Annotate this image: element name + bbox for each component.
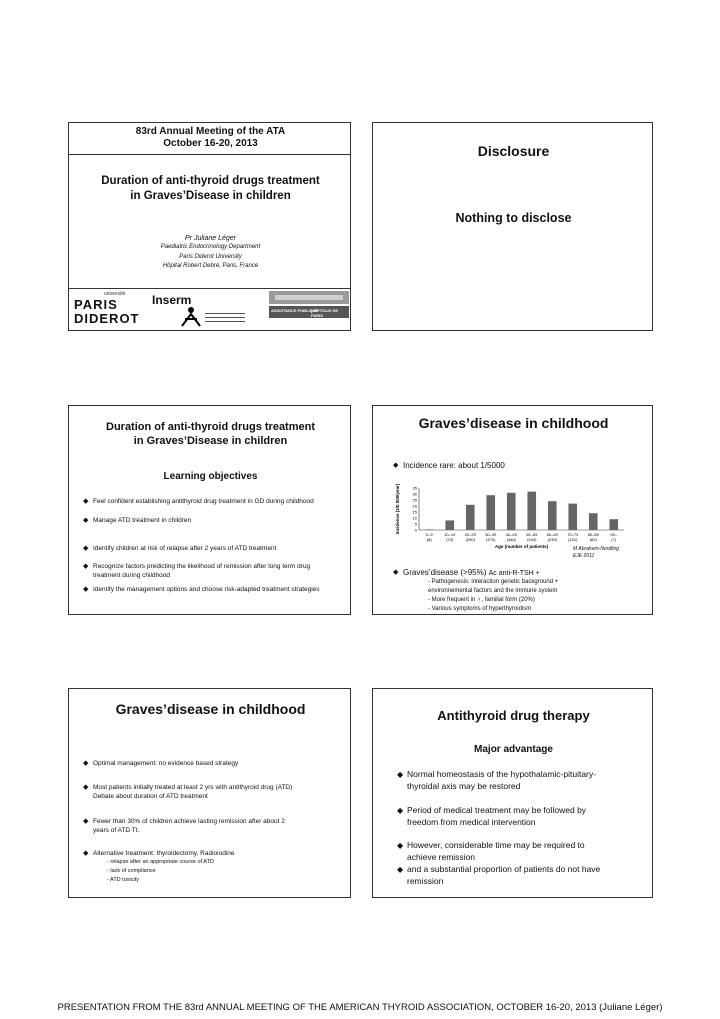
disclosure-body: Nothing to disclose <box>455 211 572 225</box>
y-tick-label: 25 <box>412 497 417 503</box>
bullet-diamond-icon: ◆ <box>397 806 404 815</box>
y-tick-label: 35 <box>412 485 417 491</box>
advantage-continuation: freedom from medical intervention <box>407 817 536 827</box>
x-tick-label: 80–89 <box>587 532 599 537</box>
bullet-diamond-icon: ◆ <box>83 850 89 857</box>
chart-bar <box>609 519 618 530</box>
author: Pr Juliane Léger <box>185 235 236 242</box>
incidence-title: Graves’disease in childhood <box>418 415 609 431</box>
x-tick-count: (444) <box>527 537 537 542</box>
research-center-logo-icon <box>179 306 203 328</box>
chart-bar <box>466 505 475 530</box>
atd-subtitle: Major advantage <box>474 744 553 755</box>
x-tick-label: 90– <box>610 532 618 537</box>
bullet-diamond-icon: ◆ <box>83 784 89 791</box>
bullet-diamond-icon: ◆ <box>393 462 399 469</box>
slide-objectives: Duration of anti-thyroid drugs treatment in Graves’Disease in children Learning objectives ◆ Feel confident establishing antithyroid drug treatment in GD during childhood ◆ Manage ATD treatment in children ◆ Identify children at risk of relapse after 2 years of ATD treatment ◆ Recognize factors predicting the likelihood of remission after long term drug treatment during childhood ◆ Identify the management options and choose risk-adapted treatment strategies <box>68 405 351 615</box>
inserm-logo: Inserm <box>152 293 192 307</box>
y-tick-label: 5 <box>414 521 417 527</box>
paris-diderot-logo: université PARIS DIDEROT <box>74 291 140 326</box>
x-tick-count: (8) <box>426 537 432 542</box>
bullet-diamond-icon: ◆ <box>83 586 89 593</box>
chart-bar <box>527 492 536 530</box>
chart-bar <box>548 501 557 530</box>
hospital: Hôpital Robert Debré, Paris, France <box>162 263 259 269</box>
graves-subpoint: environnemental factors and the immune system <box>428 588 558 594</box>
chart-bar <box>445 520 454 530</box>
y-tick-label: 15 <box>412 509 417 515</box>
university: Paris Diderot University <box>179 254 242 260</box>
bullet-diamond-icon: ◆ <box>83 818 89 825</box>
bullet-diamond-icon: ◆ <box>397 770 404 779</box>
disclosure-title: Disclosure <box>477 143 550 159</box>
x-tick-label: 0–9 <box>425 532 433 537</box>
y-tick-label: 30 <box>412 491 417 497</box>
objectives-title-line1: Duration of anti-thyroid drugs treatment <box>106 421 315 433</box>
x-tick-label: 10–19 <box>444 532 456 537</box>
bullet-diamond-icon: ◆ <box>83 498 89 505</box>
management-subpoint: - relapse after an appropriate course of ATD <box>107 859 214 865</box>
x-tick-count: (62) <box>589 537 597 542</box>
bullet-diamond-icon: ◆ <box>83 563 89 570</box>
divider <box>69 154 351 155</box>
graves-subpoint: - Various symptoms of hyperthyroidism <box>428 606 532 612</box>
x-tick-count: (7) <box>611 537 617 542</box>
x-tick-label: 70–79 <box>567 532 579 537</box>
x-tick-label: 50–59 <box>526 532 538 537</box>
x-tick-label: 30–39 <box>485 532 497 537</box>
x-tick-label: 40–49 <box>505 532 517 537</box>
chart-bar <box>589 513 598 530</box>
talk-title-line2: in Graves’Disease in children <box>130 190 291 202</box>
advantage-continuation: remission <box>407 876 444 886</box>
bullet-diamond-icon: ◆ <box>83 545 89 552</box>
x-tick-count: (239) <box>547 537 557 542</box>
x-tick-label: 20–29 <box>464 532 476 537</box>
ap-hp-logo: ASSISTANCE PUBLIQUE HÔPITAUX DE PARIS <box>269 291 349 328</box>
citation: M Abraham-Nordling EJE 2011 <box>573 546 619 559</box>
x-axis-label: Age (number of patients) <box>494 544 549 549</box>
graves-subpoint: - Pathogenesis: interaction genetic background + <box>428 579 559 585</box>
objectives-title-line2: in Graves’Disease in children <box>133 435 288 447</box>
management-note: Debate about duration of ATD treatment <box>93 793 208 800</box>
chart-bar <box>507 493 516 530</box>
x-tick-label: 60–69 <box>546 532 558 537</box>
x-tick-count: (470) <box>486 537 496 542</box>
talk-title-line1: Duration of anti-thyroid drugs treatment <box>101 175 320 187</box>
chart-bar <box>568 504 577 530</box>
bullet-diamond-icon: ◆ <box>393 569 399 576</box>
advantage-continuation: achieve remission <box>407 852 476 862</box>
chart-bar <box>425 529 434 530</box>
department: Paediatric Endocrinology Department <box>160 244 261 250</box>
bullet-diamond-icon: ◆ <box>83 760 89 767</box>
y-axis-label: Incidence (1/0 000/year) <box>395 483 400 535</box>
slide-graves-incidence: Graves’disease in childhood ◆ Incidence rare: about 1/5000 0 5 10 15 20 25 30 35 Incidence (1/0 000/year) 0–9 (8) 10–19 (74) 20–29 (290) 30–39 (470) 40–49 (446) 50–59 (444) 60–69 (239) 70–79 (151) 80–89 (62) 90– (7) Age (number of patients) M Abraham-Nordling EJE 2011 ◆ Graves’disease (>95%) Ac anti-R-TSH + - Pathogenesis: interaction genetic background + environnemental factors and the immune system - More frequent in ♀, familial form (20%) - Various symptoms of hyperthyroidism <box>372 405 653 615</box>
divider <box>69 288 351 289</box>
x-tick-count: (151) <box>568 537 578 542</box>
graves-subpoint: - More frequent in ♀, familial form (20%) <box>428 597 535 603</box>
x-tick-count: (290) <box>465 537 475 542</box>
chart-bar <box>486 495 495 530</box>
slide-title <box>68 122 351 331</box>
slide-graves-management: Graves’disease in childhood ◆ Optimal management: no evidence based strategy ◆ Most patients initially treated at least 2 yrs with antithyroid drug (ATD) Debate about duration of ATD treatment ◆ Fewer than 30% of children achieve lasting remission after about 2 years of ATD Tt. ◆ Alternative treatment: thyroidectomy, Radioiodine - relapse after an appropriate course of ATD - lack of compliance - ATD toxicity <box>68 688 351 898</box>
x-tick-count: (74) <box>446 537 454 542</box>
y-tick-label: 20 <box>412 503 417 509</box>
meeting-name: 83rd Annual Meeting of the ATA <box>135 126 286 137</box>
meeting-dates: October 16-20, 2013 <box>163 138 258 149</box>
research-center-label <box>205 310 245 324</box>
bullet-diamond-icon: ◆ <box>83 517 89 524</box>
management-title: Graves’disease in childhood <box>115 701 306 717</box>
slide-atd-therapy: Antithyroid drug therapy Major advantage ◆ Normal homeostasis of the hypothalamic-pituitary- thyroidal axis may be restored ◆ Period of medical treatment may be followed by freedom from medical intervention ◆ However, considerable time may be required to achieve remission ◆ and a substantial proportion of patients do not have remission <box>372 688 653 898</box>
y-tick-label: 0 <box>414 527 417 533</box>
objectives-subtitle: Learning objectives <box>163 471 258 482</box>
x-tick-count: (446) <box>506 537 516 542</box>
atd-title: Antithyroid drug therapy <box>437 708 590 723</box>
page-footer: PRESENTATION FROM THE 83rd ANNUAL MEETING OF THE AMERICAN THYROID ASSOCIATION, OCTOBER 16-20, 2013 (Juliane Léger) <box>57 1002 663 1013</box>
y-tick-label: 10 <box>412 515 417 521</box>
management-subpoint: - lack of compliance <box>107 868 156 874</box>
bullet-diamond-icon: ◆ <box>397 841 404 850</box>
bullet-diamond-icon: ◆ <box>397 865 404 874</box>
slide-disclosure <box>372 122 653 331</box>
management-subpoint: - ATD toxicity <box>107 877 139 883</box>
management-note: years of ATD Tt. <box>93 827 140 834</box>
advantage-continuation: thyroidal axis may be restored <box>407 781 521 791</box>
